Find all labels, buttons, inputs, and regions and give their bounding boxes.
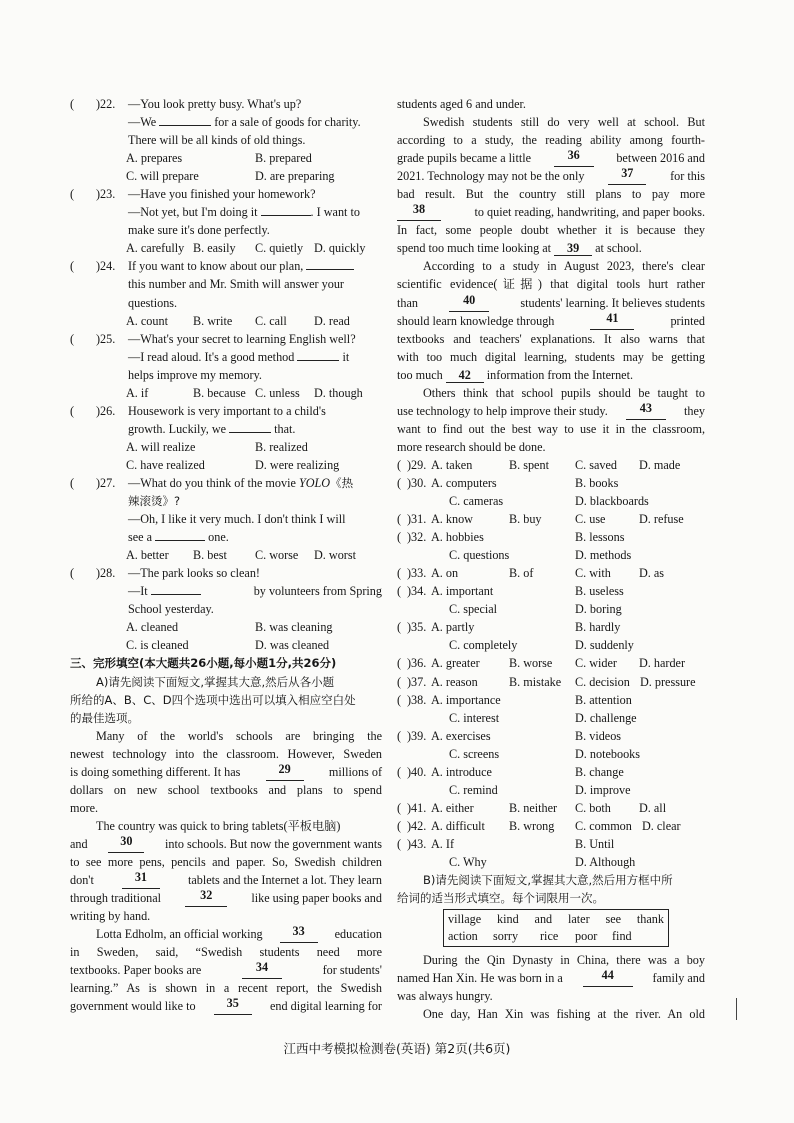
passage-a-line: Many of the world's schools are bringing the — [96, 728, 382, 743]
question-23: ( )23. —Have you finished your homework? — [70, 187, 316, 202]
option-row-31: ( )31. A. know B. buy C. use D. refuse — [397, 512, 684, 527]
answer-blank[interactable] — [229, 420, 271, 433]
blank-33[interactable]: 33 — [280, 925, 318, 943]
question-28: ( )28. —The park looks so clean! — [70, 566, 260, 581]
question-25: ( )25. —What's your secret to learning English well? — [70, 331, 356, 346]
right-column: students aged 6 and under. Swedish students still do very well at school. But according to a study, the reading ability among fourth- grade pupils became a little 36 between 2016 and 2021. Technology may not be the only 37 for this bad result. But the country still plans to pay more 38 to quiet reading, handwriting, and paper books. In fact, some people doubt whether it is because they spend too much time looking at 39 at school. According to a study in August 2023, there's clear scientific evidence(证据) that digital tools hurt rather than 40 students' learning. It believes students should learn knowledge through 41 printed textbooks and teachers' explanations. It also warns that with too much digital learning, students may be getting too much 42 information from the Internet. Others think that school pupils should be taught to use technology to help improve their study. 43 they want to find out the best way to use it in the classroom, more research should be done. ( )29. A. taken B. spent C. saved D. made ( )30. A. computers B. books C. cameras D. blackboards ( )31. A. know B. buy C. use D. refuse ( )32. A. hobbies B. lessons C. questions D. methods ( )33. A. on B. of C. with D. as ( )34. A. important B. useless C. special D. boring ( )35. A. partly B. hardly C. completely D. suddenly ( )36. A. greater B. worse C. wider D. harder ( )37. A. reason B. mistake C. decision D. pressure ( )38. A. importance B. attention C. interest D. challenge ( )39. A. exercises B. videos C. screens D. notebooks ( )40. A. introduce B. change C. remind D. improve ( )41. A. either B. neither C. both D. all ( )42. A. difficult B. wrong C. common D. clear ( )43. A. If B. Until C. Why D. Although B)请先阅读下面短文,掌握其大意,然后用方框中所 给词的适当形式填空。每个词限用一次。 village kind and later see thank action sorry rice poor find During the Qin Dynasty in China, there was a boy named Han Xin. He was born in a 44 family and was always hungry. One day, Han Xin was fishing at the river. An old — [397, 97, 705, 1022]
option-row-40: ( )40. A. introduce B. change — [397, 764, 624, 779]
section-3-title: 三、完形填空(本大题共26小题,每小题1分,共26分) — [70, 656, 337, 671]
blank-38[interactable]: 38 — [397, 203, 441, 221]
answer-blank[interactable] — [155, 528, 205, 541]
blank-30[interactable]: 30 — [108, 835, 144, 853]
answer-blank[interactable] — [306, 257, 354, 270]
answer-blank[interactable] — [159, 113, 211, 126]
blank-40[interactable]: 40 — [449, 294, 489, 312]
blank-41[interactable]: 41 — [590, 312, 634, 330]
option-row-38: ( )38. A. importance B. attention — [397, 692, 632, 707]
option-row-34: ( )34. A. important B. useless — [397, 584, 624, 599]
option-row-32: ( )32. A. hobbies B. lessons — [397, 530, 625, 545]
question-27: ( )27. —What do you think of the movie YOLO《热 — [70, 475, 354, 490]
option-row-36: ( )36. A. greater B. worse C. wider D. harder — [397, 656, 686, 671]
question-26: ( )26. Housework is very important to a child's — [70, 403, 326, 418]
option-row-35: ( )35. A. partly B. hardly — [397, 620, 621, 635]
blank-29[interactable]: 29 — [266, 763, 304, 781]
answer-blank[interactable] — [151, 582, 201, 595]
answer-blank[interactable] — [261, 203, 311, 216]
page-footer: 江西中考模拟检测卷(英语) 第2页(共6页) — [283, 1041, 511, 1056]
option-row-33: ( )33. A. on B. of C. with D. as — [397, 566, 665, 581]
blank-42[interactable]: 42 — [446, 369, 484, 383]
blank-37[interactable]: 37 — [608, 167, 646, 185]
option-row-43: ( )43. A. If B. Until — [397, 836, 615, 851]
blank-35[interactable]: 35 — [214, 997, 252, 1015]
blank-31[interactable]: 31 — [122, 871, 160, 889]
answer-blank[interactable] — [297, 348, 339, 361]
section-a-instructions: A)请先阅读下面短文,掌握其大意,然后从各小题 — [96, 674, 335, 689]
word-box: village kind and later see thank action sorry rice poor find — [443, 909, 669, 947]
option-row-30: ( )30. A. computers B. books — [397, 475, 619, 490]
blank-32[interactable]: 32 — [185, 889, 227, 907]
option-row-39: ( )39. A. exercises B. videos — [397, 728, 622, 743]
question-24: ( )24. If you want to know about our plan, — [70, 257, 382, 275]
section-b-instructions: B)请先阅读下面短文,掌握其大意,然后用方框中所 — [423, 873, 673, 888]
blank-36[interactable]: 36 — [554, 149, 594, 167]
option-row-42: ( )42. A. difficult B. wrong C. common D. clear — [397, 818, 681, 833]
margin-rule — [736, 998, 737, 1020]
option-row-37: ( )37. A. reason B. mistake C. decision D. pressure — [397, 674, 696, 689]
question-22: ( )22. —You look pretty busy. What's up? — [70, 97, 302, 111]
blank-44[interactable]: 44 — [583, 969, 633, 987]
option-row-41: ( )41. A. either B. neither C. both D. all — [397, 800, 667, 815]
blank-39[interactable]: 39 — [554, 242, 592, 256]
option-row-29: ( )29. A. taken B. spent C. saved D. made — [397, 457, 681, 472]
blank-34[interactable]: 34 — [242, 961, 282, 979]
blank-43[interactable]: 43 — [626, 402, 666, 420]
left-column: ( )22. —You look pretty busy. What's up? —We for a sale of goods for charity. There will be all kinds of old things. A. prepares B. prepared C. will prepare D. are preparing ( )23. —Have you finished your homework? —Not yet, but I'm doing it . I want to make sure it's done perfectly. A. carefully B. easily C. quietly D. quickly ( )24. If you want to know about our plan, this number and Mr. Smith will answer your questions. A. count B. write C. call D. read ( )25. —What's your secret to learning English well? —I read aloud. It's a good method it helps improve my memory. A. if B. because C. unless D. though ( )26. Housework is very important to a child's growth. Luckily, we that. A. will realize B. realized C. have realized D. were realizing ( )27. —What do you think of the movie YOLO《热 辣滚烫》? —Oh, I like it very much. I don't think I will see a one. A. better B. best C. worse D. worst ( )28. —The park looks so clean! —It by volunteers from Spring School yesterday. A. cleaned B. was cleaning C. is cleaned D. was cleaned 三、完形填空(本大题共26小题,每小题1分,共26分) A)请先阅读下面短文,掌握其大意,然后从各小题 所给的A、B、C、D四个选项中选出可以填入相应空白处 的最佳选项。 Many of the world's schools are bringing the newest technology into the classroom. However, Sweden is doing something different. It has 29 millions of dollars on new school textbooks and plans to spend more. The country was quick to bring tablets(平板电脑) and 30 into schools. But now the government wants to see more pens, pencils and paper. So, Swedish children don't 31 tablets and the Internet a lot. They learn through traditional 32 like using paper books and writing by hand. Lotta Edholm, an official working 33 education in Sweden, said, “Swedish students need more textbooks. Paper books are 34 for students' learning.” As is shown in a recent report, the Swedish government would like to 35 end digital learning for — [70, 95, 382, 1015]
